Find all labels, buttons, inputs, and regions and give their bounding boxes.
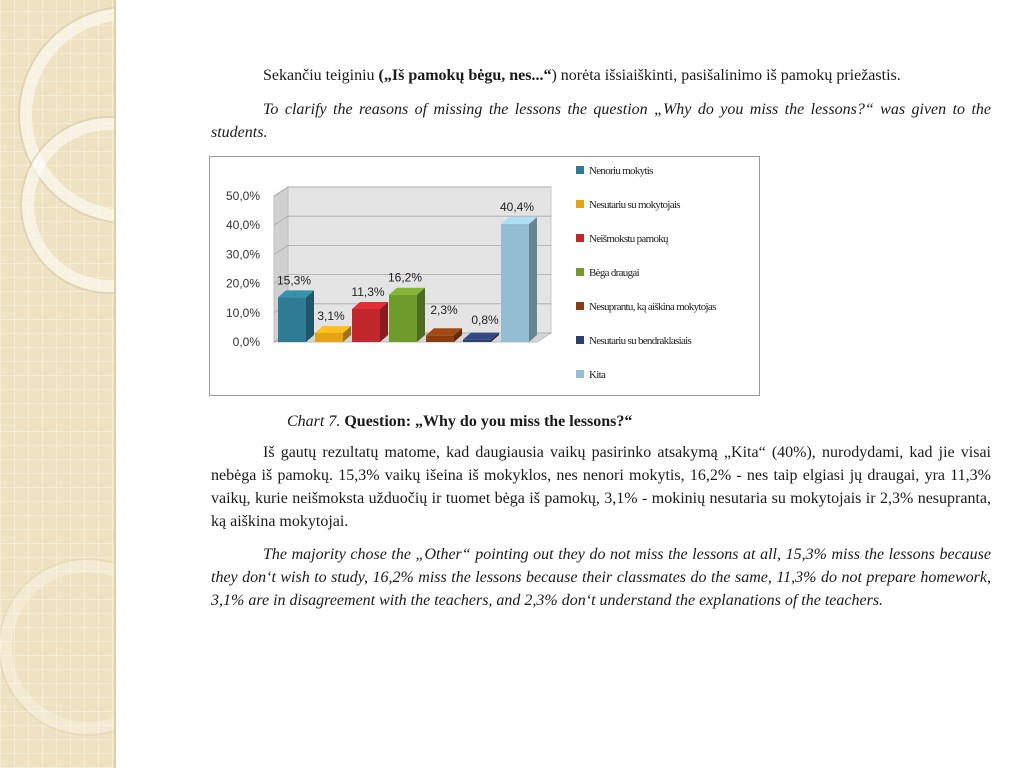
results-paragraph-en: The majority chose the „Other“ pointing out they do not miss the lessons at all, 15,3% miss the lessons because they don‘t wish to study, 16,2% miss the lessons because their classmates do the same, 11,3% do not prepare homework, 3,1% are in disagreement with the teachers, and 2,3% don‘t understand the explanations of the teachers.	[211, 546, 991, 609]
bar	[278, 297, 306, 342]
y-tick-label: 40,0%	[225, 218, 260, 233]
data-label: 40,4%	[499, 200, 535, 215]
intro-paragraph-lt	[211, 64, 991, 87]
results-paragraph-lt: Iš gautų rezultatų matome, kad daugiausia vaikų pasirinko atsakymą „Kita“ (40%), nurodydami, kad jie visai nebėga iš pamokų. 15,3% vaikų išeina iš mokyklos, nes nenori mokytis, 16,2% - nes taip elgiasi jų draugai, yra 11,3% vaikų, kurie neišmoksta užduočių ir tuomet bėga iš pamokų, 3,1% - mokinių nesutaria su mokytojais ir 2,3% nesupranta, ką aiškina mokytojai.	[211, 444, 991, 530]
decorative-ring	[0, 560, 116, 734]
data-label: 16,2%	[387, 270, 423, 285]
legend-label: Kita	[589, 369, 606, 381]
legend-label: Bėga draugai	[589, 267, 639, 279]
bar-side	[529, 217, 537, 342]
legend-swatch	[576, 268, 584, 276]
legend-swatch	[576, 234, 584, 242]
intro-text-end: ) norėta išsiaiškinti, pasišalinimo iš pamokų priežastis.	[551, 67, 901, 84]
intro-paragraph-en: To clarify the reasons of missing the lessons the question „Why do you miss the lessons?“ was given to the students.	[211, 101, 991, 141]
y-tick-label: 0,0%	[232, 335, 260, 349]
bar	[426, 335, 454, 342]
legend-label: Neišmokstu pamokų	[589, 233, 668, 245]
legend-label: Nesutariu su bendraklasiais	[589, 335, 692, 347]
legend-label: Nenoriu mokytis	[589, 165, 653, 177]
data-label: 3,1%	[317, 309, 345, 323]
caption-title: Question: „Why do you miss the lessons?“	[344, 413, 633, 430]
bar-side	[417, 288, 425, 342]
caption-label: Chart 7.	[287, 413, 341, 430]
chart-frame	[209, 156, 760, 396]
data-label: 2,3%	[430, 303, 458, 317]
y-tick-label: 10,0%	[225, 305, 260, 320]
y-tick-label: 30,0%	[225, 247, 260, 262]
slide-content	[211, 64, 991, 612]
legend-label: Nesutariu su mokytojais	[589, 199, 680, 211]
data-label: 15,3%	[276, 273, 312, 288]
bar	[315, 333, 343, 342]
legend-label: Nesuprantu, ką aiškina mokytojas	[589, 301, 716, 313]
bar	[463, 340, 491, 342]
data-label: 0,8%	[471, 313, 499, 327]
decorative-sidebar	[0, 0, 116, 768]
bar	[352, 309, 380, 342]
legend-swatch	[576, 200, 584, 208]
bar	[389, 295, 417, 342]
y-tick-label: 20,0%	[225, 276, 260, 291]
y-tick-label: 50,0%	[225, 189, 260, 203]
data-label: 11,3%	[351, 285, 385, 300]
legend-swatch	[576, 370, 584, 378]
legend-swatch	[576, 302, 584, 310]
bar	[501, 224, 529, 342]
legend-swatch	[576, 166, 584, 174]
intro-text-start: Sekančiu teiginiu	[263, 67, 379, 84]
legend-swatch	[576, 336, 584, 344]
bar-side	[306, 290, 314, 342]
chart-caption	[287, 410, 991, 433]
bar-side	[380, 302, 388, 342]
bar-chart	[210, 157, 759, 395]
intro-question-bold: („Iš pamokų bėgu, nes...“	[378, 67, 552, 84]
